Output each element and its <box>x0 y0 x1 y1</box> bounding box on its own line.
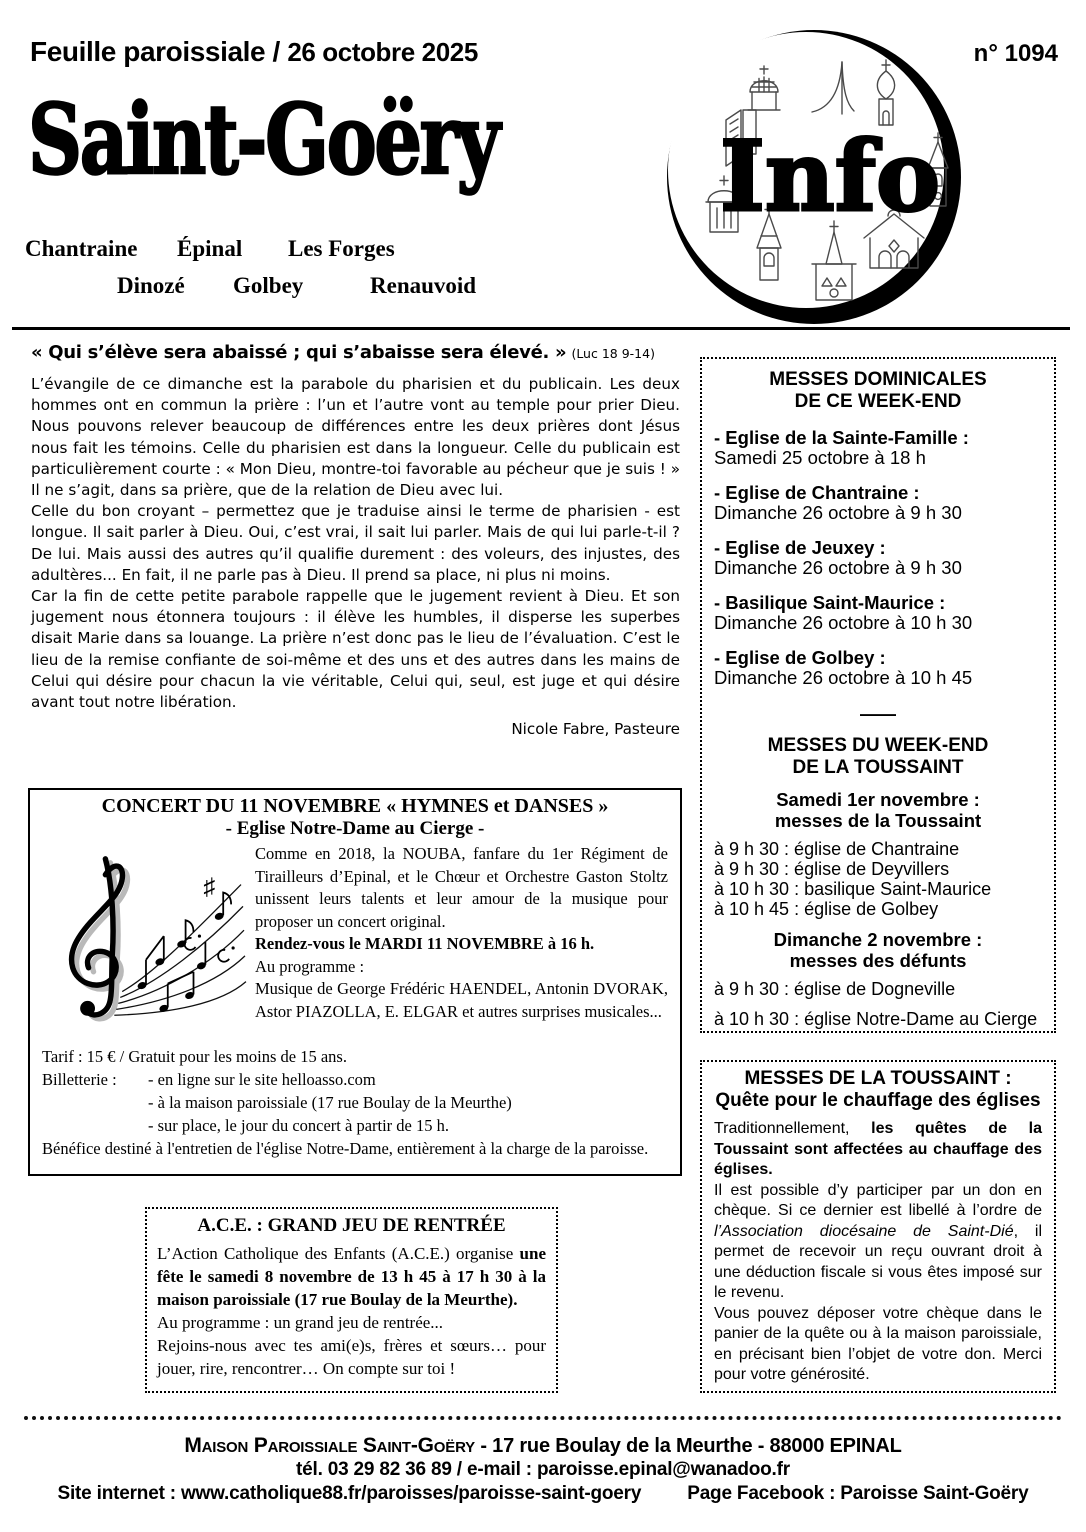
billetterie-item: - sur place, le jour du concert à partir de 15 h. <box>148 1116 450 1135</box>
article-headline <box>31 342 655 363</box>
article-paragraph: Car la fin de cette petite parabole rappelle que le jugement revient à Dieu. Et son jugement nous étonnera toujours : il élève les humbles, il disperse les superbes disait Marie dans sa louange. La prière n’est donc pas le lieu de l’évaluation. C’est le lieu de la remise confiante de soi-même et des uns et des autres dans les mains de Celui qui désire pour chacun la vie véritable, Celui qui, seul, est juge et qui désire avant tout notre libération. <box>31 587 680 712</box>
footer-dotted-rule <box>24 1416 1062 1420</box>
quete-paragraph: Vous pouvez déposer votre chèque dans le panier de la quête ou à la maison paroissiale, en précisant bien l’objet de votre don. Merci pour votre générosité. <box>714 1304 1042 1383</box>
mass-time: Dimanche 26 octobre à 9 h 30 <box>714 557 962 578</box>
town-golbey: Golbey <box>233 273 304 298</box>
ace-title: A.C.E. : GRAND JEU DE RENTRÉE <box>197 1215 506 1236</box>
masses-toussaint-title <box>714 735 1042 779</box>
footer-parish-name: Maison Paroissiale Saint-Goëry <box>184 1434 475 1457</box>
mass-church: - Eglise de la Sainte-Famille : <box>714 427 969 448</box>
masses-dominicales-title <box>714 369 1042 413</box>
billetterie-item: - à la maison paroissiale (17 rue Boulay de la Meurthe) <box>148 1093 512 1112</box>
concert-body <box>42 843 668 1023</box>
editorial-article <box>31 374 680 740</box>
issue-number: n° 1094 <box>973 40 1058 67</box>
title-line: MESSES DOMINICALES <box>769 369 987 390</box>
sharp-sign-icon: ♯ <box>203 874 216 901</box>
mass-time: Dimanche 26 octobre à 10 h 45 <box>714 667 973 688</box>
subtitle-line: messes des défunts <box>789 950 967 971</box>
footer <box>0 1434 1086 1506</box>
footer-facebook: Page Facebook : Paroisse Saint-Goëry <box>687 1483 1029 1504</box>
mass-line: à 9 h 30 : église de Dogneville <box>714 979 956 999</box>
ace-box <box>145 1207 558 1393</box>
article-signature: Nicole Fabre, Pasteure <box>511 720 680 739</box>
title-line: MESSES DU WEEK-END <box>767 735 989 756</box>
mass-line: à 10 h 30 : église Notre-Dame au Cierge <box>714 1009 1038 1029</box>
section-divider: —— <box>860 704 896 724</box>
article-paragraph: L’évangile de ce dimanche est la parabole du pharisien et du publicain. Les deux hommes ont en commun la prière : l’un et l’autre vont au temple pour prier Dieu. Nous pouvons relever beaucoup de différences entre les deux prières dont Jésus nous fait les témoins. Celle du pharisien est dans la longueur. Celle du publicain est particulièrement courte : « Mon Dieu, montre-toi favorable au pécheur que je suis ! » Il ne s’agit, dans sa prière, que de la relation de Dieu avec lui. <box>31 375 680 500</box>
music-notes-illustration <box>42 845 247 1043</box>
concert-program-label: Au programme : <box>255 956 365 976</box>
mass-time: Dimanche 26 octobre à 9 h 30 <box>714 502 962 523</box>
mass-line: à 10 h 45 : église de Golbey <box>714 899 939 919</box>
billetterie-label: Billetterie : <box>42 1070 117 1089</box>
mass-time: Dimanche 26 octobre à 10 h 30 <box>714 612 973 633</box>
quete-text: Traditionnellement, <box>714 1120 872 1137</box>
headline-quote: « Qui s’élève sera abaissé ; qui s’abaisse sera élevé. » <box>31 342 567 363</box>
mass-line: à 10 h 30 : basilique Saint-Maurice <box>714 879 992 899</box>
mass-entry <box>714 593 1042 633</box>
toussaint-saturday-subtitle <box>714 789 1042 831</box>
mass-entry <box>714 428 1042 468</box>
town-chantraine: Chantraine <box>25 236 138 261</box>
quete-text-italic: l’Association diocésaine de Saint-Dié <box>714 1222 1014 1240</box>
quete-box <box>700 1060 1056 1393</box>
mass-church: - Eglise de Golbey : <box>714 647 886 668</box>
mass-church: - Basilique Saint-Maurice : <box>714 592 946 613</box>
subtitle-line: Dimanche 2 novembre : <box>773 929 983 950</box>
quete-text-bold: les quêtes de la Toussaint sont affectées au chauffage des églises. <box>714 1120 1042 1178</box>
footer-address <box>0 1434 1086 1458</box>
ace-line: Rejoins-nous avec tes ami(e)s, frères et sœurs… pour jouer, rire, rencontrer… On compte sur toi ! <box>157 1336 546 1378</box>
mass-church: - Eglise de Chantraine : <box>714 482 920 503</box>
concert-subtitle: - Eglise Notre-Dame au Cierge - <box>225 818 485 839</box>
title-line: Quête pour le chauffage des églises <box>715 1090 1041 1111</box>
kicker-label: Feuille paroissiale / <box>30 36 280 67</box>
mass-time: Samedi 25 octobre à 18 h <box>714 447 926 468</box>
logo-text: Info <box>720 120 941 233</box>
footer-website: Site internet : www.catholique88.fr/paroisses/paroisse-saint-goery <box>57 1483 642 1504</box>
ace-intro-bold: une fête le samedi 8 novembre de 13 h 45 à 17 h 30 à la maison paroissiale (17 rue Boulay de la Meurthe). <box>157 1244 546 1309</box>
town-dinoze: Dinozé <box>117 273 185 298</box>
mass-entry <box>714 648 1042 688</box>
concert-practical-info <box>42 1045 668 1160</box>
quete-text: Il est possible d’y participer par un don en chèque. Si ce dernier est libellé à l’ordre de <box>714 1181 1042 1219</box>
quete-paragraph <box>714 1181 1042 1304</box>
footer-contact: tél. 03 29 82 36 89 / e-mail : paroisse.epinal@wanadoo.fr <box>296 1459 790 1480</box>
masthead-title: Saint-Goëry <box>28 83 498 196</box>
mass-line: à 9 h 30 : église de Deyvillers <box>714 859 950 879</box>
logo-crescent-circle <box>664 28 968 328</box>
mass-entry <box>714 538 1042 578</box>
benefice-line: Bénéfice destiné à l'entretien de l'église Notre-Dame, entièrement à la charge de la paroisse. <box>42 1139 649 1158</box>
ace-body <box>157 1242 546 1380</box>
concert-title: CONCERT DU 11 NOVEMBRE « HYMNES et DANSES » <box>101 795 609 817</box>
title-line: DE LA TOUSSAINT <box>792 757 964 778</box>
billetterie <box>42 1068 668 1137</box>
concert-paragraph: Comme en 2018, la NOUBA, fanfare du 1er Régiment de Tirailleurs d’Epinal, et le Chœur et Orchestre Gaston Stoltz unissent leurs talents et leur amour de la musique pour proposer un concert original. <box>255 844 668 931</box>
subtitle-line: Samedi 1er novembre : <box>776 789 980 810</box>
mass-entry <box>714 483 1042 523</box>
toussaint-sunday-subtitle <box>714 929 1042 971</box>
footer-links <box>0 1481 1086 1506</box>
concert-date-line: Rendez-vous le MARDI 11 NOVEMBRE à 16 h. <box>255 934 595 953</box>
mass-line: à 9 h 30 : église de Chantraine <box>714 839 960 859</box>
billetterie-items <box>148 1068 512 1137</box>
parish-logo <box>664 28 968 332</box>
headline-scripture-ref: (Luc 18 9-14) <box>571 346 655 361</box>
newsletter-kicker <box>30 36 478 68</box>
header-divider-rule <box>12 327 1070 330</box>
town-les-forges: Les Forges <box>288 236 395 261</box>
title-line: DE CE WEEK-END <box>794 391 962 412</box>
title-line: MESSES DE LA TOUSSAINT : <box>744 1068 1012 1089</box>
mass-church: - Eglise de Jeuxey : <box>714 537 886 558</box>
billetterie-item: - en ligne sur le site helloasso.com <box>148 1070 376 1089</box>
town-renauvoid: Renauvoid <box>370 273 477 298</box>
subtitle-line: messes de la Toussaint <box>774 810 982 831</box>
ace-intro: L’Action Catholique des Enfants (A.C.E.) organise <box>157 1244 520 1263</box>
tarif-line: Tarif : 15 € / Gratuit pour les moins de 15 ans. <box>42 1047 347 1066</box>
town-epinal: Épinal <box>177 236 243 261</box>
masses-box <box>700 357 1056 1033</box>
article-paragraph: Celle du bon croyant – permettez que je traduise ainsi le terme de pharisien - est longue. Il sait parler à Dieu. Oui, c’est vrai, il sait lui parler. Mais de qui lui parle-t-il ? De lui. Mais aussi des autres qu’il qualifie durement : des voleurs, des injustes, des adultères... En fait, il ne parle pas à Dieu. Il prend sa place, ni plus ni moins. <box>31 502 680 584</box>
quete-body <box>714 1119 1042 1386</box>
ace-line: Au programme : un grand jeu de rentrée... <box>157 1313 444 1332</box>
issue-date: 26 octobre 2025 <box>287 37 478 67</box>
footer-address-rest: - 17 rue Boulay de la Meurthe - 88000 EPINAL <box>474 1435 902 1457</box>
quete-title <box>714 1068 1042 1112</box>
quete-text: , il permet de recevoir un reçu ouvrant droit à une déduction fiscale si vous êtes imposé sur le revenu. <box>714 1222 1042 1301</box>
concert-box <box>28 788 682 1176</box>
concert-program: Musique de George Frédéric HAENDEL, Antonin DVORAK, Astor PIAZOLLA, E. ELGAR et autres surprises musicales... <box>255 979 668 1021</box>
